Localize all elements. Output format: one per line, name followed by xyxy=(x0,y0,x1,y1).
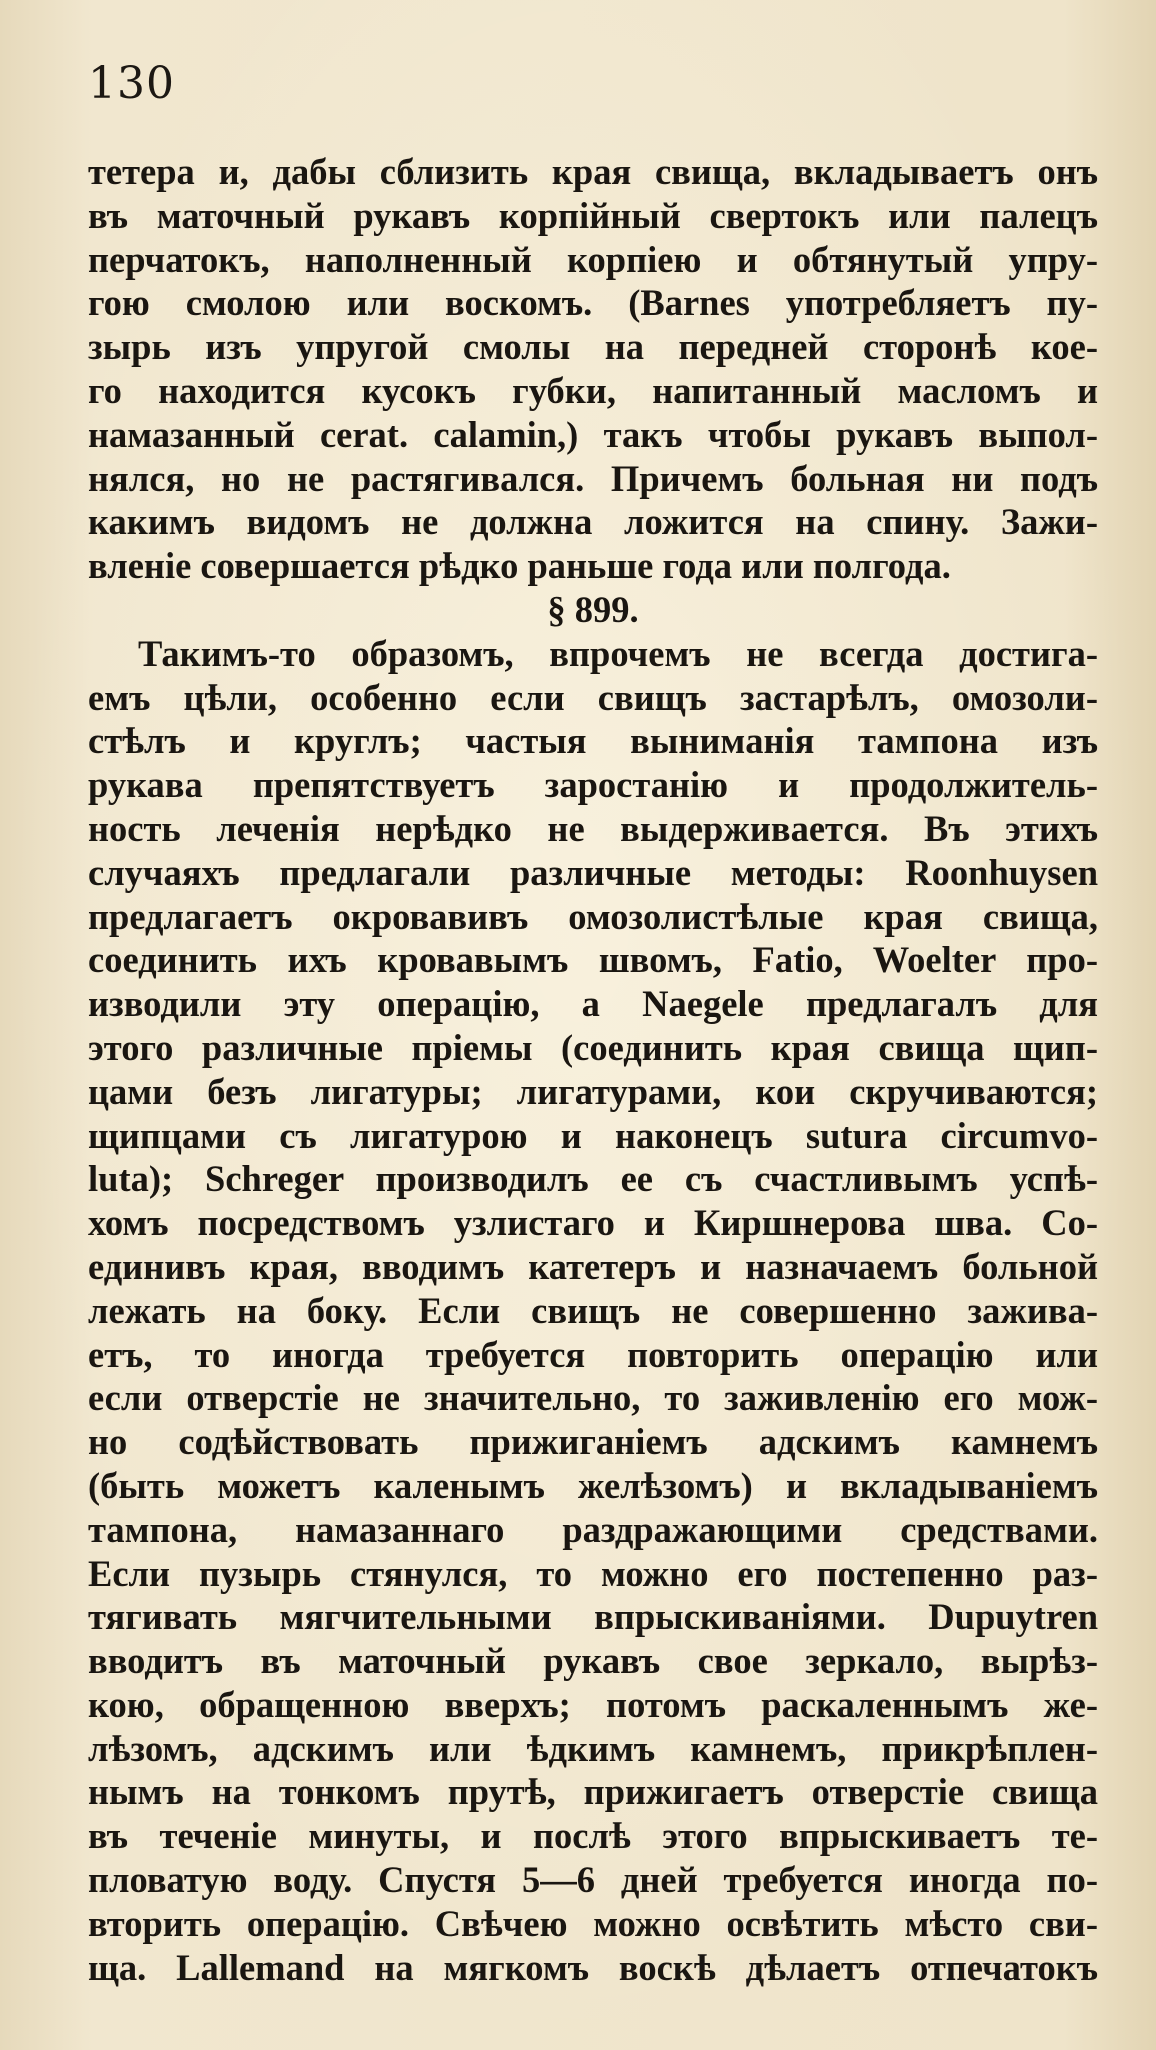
text-line: стѣлъ и круглъ; частыя вынимaнiя тампона изъ xyxy=(88,720,1098,762)
text-line: въ маточный рукавъ корпiйный свертокъ или палецъ xyxy=(88,194,1098,236)
text-line: единивъ края, вводимъ катетеръ и назначаемъ больной xyxy=(88,1245,1098,1287)
text-line: luta); Schreger производилъ ее съ счастливымъ успѣ- xyxy=(88,1158,1098,1200)
text-line: пловатую воду. Спустя 5—6 дней требуется иногда по- xyxy=(88,1859,1098,1901)
text-line: этого различные прiемы (соединить края свища щип- xyxy=(88,1026,1098,1068)
text-line: Такимъ-то образомъ, впрочемъ не всегда достигa- xyxy=(138,632,1098,674)
text-line: зырь изъ упругой смолы на передней сторонѣ кое- xyxy=(88,326,1098,368)
text-line: въ теченiе минуты, и послѣ этого впрыскиваетъ те- xyxy=(88,1815,1098,1857)
text-line: лѣзомъ, адскимъ или ѣдкимъ камнемъ, прикрѣплен- xyxy=(88,1727,1098,1769)
text-line: вторить операцiю. Свѣчею можно освѣтить мѣсто сви- xyxy=(88,1902,1098,1944)
text-line: тягивать мягчительными впрыскиванiями. Dupuytren xyxy=(88,1596,1098,1638)
text-line: перчатокъ, наполненный корпiею и обтянутый упру- xyxy=(88,238,1098,280)
text-line: го находится кусокъ губки, напитанный масломъ и xyxy=(88,369,1098,411)
text-line: намазанный cerat. calamin,) такъ чтобы рукавъ выпол- xyxy=(88,413,1098,455)
text-line: какимъ видомъ не должна ложится на спину. Зажи- xyxy=(88,501,1098,543)
text-line: емъ цѣли, особенно если свищъ застарѣлъ, омозоли- xyxy=(88,676,1098,718)
text-line: тампона, намазаннаго раздражающими средствами. xyxy=(88,1508,1098,1550)
text-line: если отверстiе не значительно, то заживленiю его мож- xyxy=(88,1377,1098,1419)
text-line: нымъ на тонкомъ прутѣ, прижигаетъ отверстiе свища xyxy=(88,1771,1098,1813)
text-line: вленiе совершается рѣдко раньше года или полгода. xyxy=(88,545,951,587)
section-heading: § 899. xyxy=(547,588,639,630)
text-line: ность леченiя нерѣдко не выдерживается. Въ этихъ xyxy=(88,807,1098,849)
text-line: предлагаетъ окровавивъ омозолистѣлые края свища, xyxy=(88,895,1098,937)
text-line: вводитъ въ маточный рукавъ свое зеркало, вырѣз- xyxy=(88,1640,1098,1682)
text-line: (быть можетъ каленымъ желѣзомъ) и вкладыванiемъ xyxy=(88,1464,1098,1506)
text-line: но содѣйствовать прижиганiемъ адскимъ камнемъ xyxy=(88,1421,1098,1463)
text-line: тетера и, дабы сблизить края свища, вкладываетъ онъ xyxy=(88,151,1098,192)
text-line: рукава препятствуетъ заростанiю и продолжитель- xyxy=(88,764,1098,806)
text-line: изводили эту операцiю, а Naegele предлагалъ для xyxy=(88,983,1098,1025)
text-line: случаяхъ предлагали различные методы: Roonhuysen xyxy=(88,851,1098,893)
text-line: гою смолою или воскомъ. (Barnes употребляетъ пу- xyxy=(88,282,1098,324)
page-number: 130 xyxy=(88,58,175,109)
text-line: хомъ посредствомъ узлистаго и Киршнерова шва. Со- xyxy=(88,1202,1098,1244)
text-line: ща. Lallemand на мягкомъ воскѣ дѣлаетъ отпечатокъ xyxy=(88,1946,1098,1988)
text-line: соединить ихъ кровавымъ швомъ, Fatio, Woelter про- xyxy=(88,939,1098,981)
text-line: лежать на боку. Если свищъ не совершенно зажива- xyxy=(88,1289,1098,1331)
text-line: цами безъ лигатуры; лигатурами, кои скручиваются; xyxy=(88,1070,1098,1112)
body-text xyxy=(88,150,1098,1989)
text-line: щипцами съ лигатурою и наконецъ sutura circumvo- xyxy=(88,1114,1098,1156)
text-line: нялся, но не растягивался. Причемъ больная ни подъ xyxy=(88,457,1098,499)
text-line: кою, обращенною вверхъ; потомъ раскаленнымъ же- xyxy=(88,1683,1098,1725)
text-line: Если пузырь стянулся, то можно его постепенно раз- xyxy=(88,1552,1098,1594)
text-line: етъ, то иногда требуется повторить операцiю или xyxy=(88,1333,1098,1375)
